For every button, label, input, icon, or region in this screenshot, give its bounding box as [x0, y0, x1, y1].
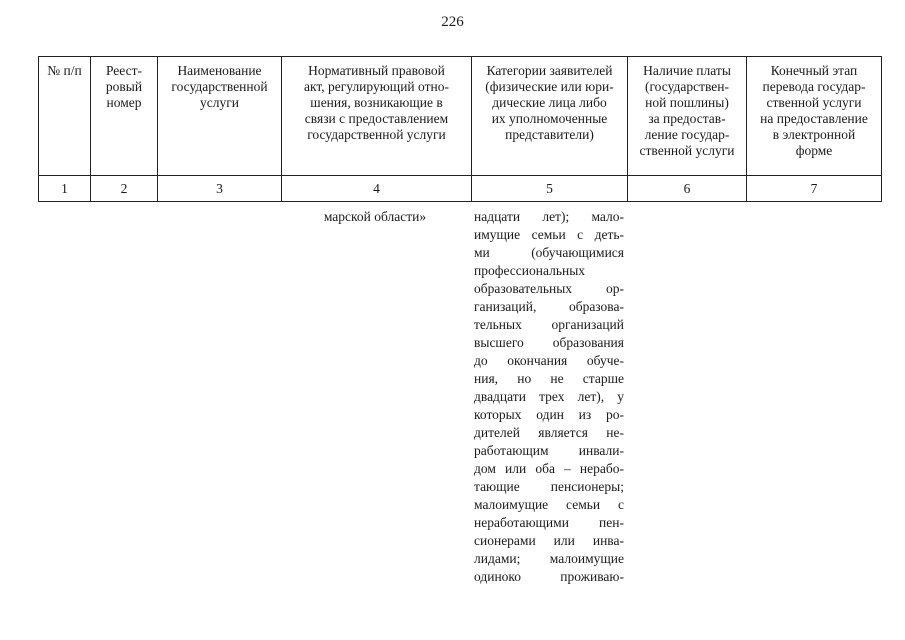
header-line: государственной	[171, 79, 268, 94]
header-cell-fee	[628, 57, 747, 176]
continuation-line: одиноко проживаю-	[474, 569, 624, 584]
header-line: форме	[795, 143, 833, 158]
header-line: за предостав-	[648, 111, 726, 126]
header-line: (государствен-	[644, 79, 729, 94]
header-line: (физические или юри-	[485, 79, 614, 94]
services-register-table	[38, 56, 882, 202]
header-line: представители)	[505, 127, 594, 142]
header-line: услуги	[200, 95, 239, 110]
column-number-cell: 1	[39, 176, 91, 202]
header-cell-registry-number	[91, 57, 158, 176]
continuation-line: высшего образования	[474, 335, 624, 350]
continuation-line: ми (обучающимися	[474, 245, 624, 260]
continuation-line: дителей является не-	[474, 425, 624, 440]
continuation-line: неработающими пен-	[474, 515, 624, 530]
header-cell-electronic-stage	[747, 57, 882, 176]
continuation-line: ганизаций, образова-	[474, 299, 624, 314]
header-line: государственной услуги	[307, 127, 446, 142]
applicant-categories-continuation-text	[474, 208, 624, 586]
page-number: 226	[441, 14, 464, 30]
header-cell-applicant-categories	[472, 57, 628, 176]
header-line: ление государ-	[644, 127, 730, 142]
header-line: шения, возникающие в	[310, 95, 443, 110]
header-line: акт, регулирующий отно-	[304, 79, 449, 94]
header-cell-service-name	[158, 57, 282, 176]
continuation-line: тающие пенсионеры;	[474, 479, 624, 494]
header-line: Наличие платы	[643, 63, 731, 78]
header-line: № п/п	[47, 63, 82, 78]
header-line: на предоставление	[760, 111, 868, 126]
header-row	[39, 57, 882, 176]
header-line: дические лица либо	[492, 95, 607, 110]
header-line: их уполномоченные	[491, 111, 608, 126]
header-line: в электронной	[772, 127, 856, 142]
header-line: ной пошлины)	[645, 95, 729, 110]
continuation-line: которых один из ро-	[474, 407, 624, 422]
continuation-line: лидами; малоимущие	[474, 551, 624, 566]
header-line: Нормативный правовой	[308, 63, 445, 78]
column-number-cell: 4	[282, 176, 472, 202]
continuation-line: сионерами или инва-	[474, 533, 624, 548]
column-number-cell: 5	[472, 176, 628, 202]
header-cell-legal-act	[282, 57, 472, 176]
header-line: Конечный этап	[770, 63, 858, 78]
header-line: ровый	[105, 79, 143, 94]
legal-act-continuation-text: марской области»	[323, 209, 427, 224]
continuation-line: работающим инвали-	[474, 443, 624, 458]
continuation-line: тельных организаций	[474, 317, 624, 332]
continuation-line: профессиональных	[474, 263, 586, 278]
continuation-line: двадцати трех лет), у	[474, 389, 624, 404]
continuation-line: имущие семьи с деть-	[474, 227, 624, 242]
column-number-cell: 3	[158, 176, 282, 202]
column-number-row	[39, 176, 882, 202]
continuation-line: надцати лет); мало-	[474, 209, 624, 224]
header-line: Реест-	[105, 63, 143, 78]
continuation-line: дом или оба – нерабо-	[474, 461, 624, 476]
column-number-cell: 7	[747, 176, 882, 202]
header-line: Категории заявителей	[486, 63, 613, 78]
continuation-line: образовательных ор-	[474, 281, 624, 296]
continuation-line: ния, но не старше	[474, 371, 624, 386]
header-line: перевода государ-	[762, 79, 866, 94]
continuation-line: малоимущие семьи с	[474, 497, 624, 512]
header-line: Наименование	[177, 63, 262, 78]
header-line: номер	[106, 95, 142, 110]
header-line: ственной услуги	[639, 143, 735, 158]
header-line: ственной услуги	[766, 95, 862, 110]
continuation-line: до окончания обуче-	[474, 353, 624, 368]
column-number-cell: 2	[91, 176, 158, 202]
header-line: связи с предоставлением	[304, 111, 449, 126]
header-cell-number	[39, 57, 91, 176]
column-number-cell: 6	[628, 176, 747, 202]
